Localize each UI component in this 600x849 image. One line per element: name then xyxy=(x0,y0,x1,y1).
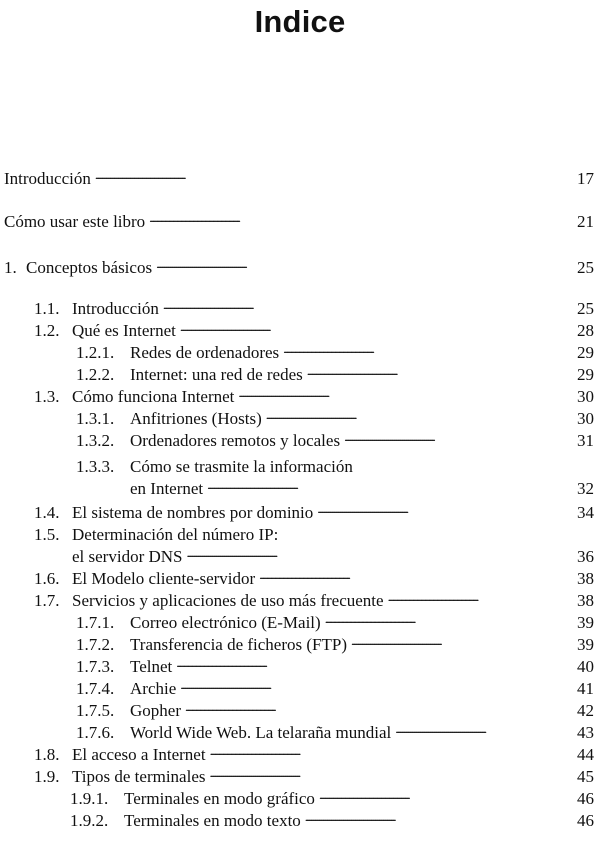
toc-entry-page: 42 xyxy=(577,701,594,720)
dot-leader xyxy=(259,570,560,584)
dot-leader xyxy=(344,432,560,446)
toc-entry-page: 32 xyxy=(577,479,594,498)
toc-entry-number: 1.3.3. xyxy=(76,457,115,476)
toc-entry-number: 1. xyxy=(4,258,17,277)
toc-entry-multiline[interactable] xyxy=(76,456,353,478)
dot-leader xyxy=(266,410,560,424)
toc-entry[interactable] xyxy=(70,788,594,810)
toc-entry-title: Introducción xyxy=(72,299,159,318)
toc-entry-page: 31 xyxy=(577,431,594,450)
dot-leader xyxy=(185,702,560,716)
toc-entry[interactable] xyxy=(34,386,594,408)
toc-entry-page: 46 xyxy=(577,811,594,830)
dot-leader xyxy=(388,592,560,606)
dot-leader xyxy=(95,170,560,184)
toc-entry-number: 1.7.3. xyxy=(76,657,115,676)
toc-entry[interactable] xyxy=(34,744,594,766)
toc-entry[interactable] xyxy=(76,364,594,386)
dot-leader xyxy=(395,724,560,738)
toc-entry-title: Internet: una red de redes xyxy=(130,365,303,384)
toc-entry-number: 1.7.5. xyxy=(76,701,115,720)
toc-entry-page: 29 xyxy=(577,343,594,362)
toc-entry[interactable] xyxy=(76,678,594,700)
toc-entry-title: Archie xyxy=(130,679,177,698)
dot-leader xyxy=(209,768,560,782)
toc-entry-title: Correo electrónico (E-Mail) xyxy=(130,613,321,632)
toc-entry[interactable] xyxy=(34,590,594,612)
toc-entry-number: 1.7.4. xyxy=(76,679,115,698)
toc-entry-page: 46 xyxy=(577,789,594,808)
toc-entry-title: El sistema de nombres por dominio xyxy=(72,503,314,522)
toc-entry-number: 1.3.2. xyxy=(76,431,115,450)
toc-entry-page: 30 xyxy=(577,387,594,406)
toc-entry-number: 1.3.1. xyxy=(76,409,115,428)
toc-entry-page: 25 xyxy=(577,258,594,277)
toc-entry[interactable] xyxy=(72,546,594,568)
toc-entry-number: 1.2. xyxy=(34,321,60,340)
dot-leader xyxy=(325,614,560,628)
toc-entry-title: Anfitriones (Hosts) xyxy=(130,409,262,428)
dot-leader xyxy=(163,300,560,314)
toc-entry[interactable] xyxy=(70,810,594,832)
dot-leader xyxy=(176,658,560,672)
toc-entry-page: 25 xyxy=(577,299,594,318)
toc-entry-multiline[interactable] xyxy=(34,524,278,546)
toc-entry-page: 34 xyxy=(577,503,594,522)
toc-entry-page: 39 xyxy=(577,613,594,632)
toc-entry-number: 1.9.2. xyxy=(70,811,109,830)
dot-leader xyxy=(351,636,560,650)
toc-entry[interactable] xyxy=(34,502,594,524)
toc-entry-page: 28 xyxy=(577,321,594,340)
dot-leader xyxy=(207,480,560,494)
toc-entry-title: Tipos de terminales xyxy=(72,767,206,786)
toc-entry-page: 21 xyxy=(577,212,594,231)
dot-leader xyxy=(305,812,560,826)
toc-entry[interactable] xyxy=(76,656,594,678)
toc-entry-title: El acceso a Internet xyxy=(72,745,206,764)
toc-entry-number: 1.6. xyxy=(34,569,60,588)
toc-entry[interactable] xyxy=(130,478,594,500)
toc-entry-page: 43 xyxy=(577,723,594,742)
toc-entry-title: Cómo se trasmite la información xyxy=(130,457,353,476)
toc-entry-page: 17 xyxy=(577,169,594,188)
dot-leader xyxy=(317,504,560,518)
toc-entry-title: Transferencia de ficheros (FTP) xyxy=(130,635,347,654)
toc-entry-number: 1.3. xyxy=(34,387,60,406)
toc-entry[interactable] xyxy=(34,766,594,788)
toc-entry[interactable] xyxy=(34,298,594,320)
dot-leader xyxy=(149,213,560,227)
toc-entry-title: Telnet xyxy=(130,657,173,676)
toc-entry-title: Conceptos básicos xyxy=(26,258,153,277)
toc-entry-number: 1.7.2. xyxy=(76,635,115,654)
toc-entry-title: Introducción xyxy=(4,169,91,188)
toc-entry-title: El Modelo cliente-servidor xyxy=(72,569,256,588)
toc-entry[interactable] xyxy=(76,342,594,364)
toc-entry-title: Qué es Internet xyxy=(72,321,176,340)
toc-entry-page: 29 xyxy=(577,365,594,384)
toc-entry-title: Redes de ordenadores xyxy=(130,343,280,362)
dot-leader xyxy=(186,548,560,562)
toc-entry-number: 1.5. xyxy=(34,525,60,544)
toc-entry[interactable] xyxy=(4,168,594,190)
toc-entry-page: 45 xyxy=(577,767,594,786)
toc-entry-page: 30 xyxy=(577,409,594,428)
toc-entry-title: Gopher xyxy=(130,701,181,720)
toc-entry-number: 1.7. xyxy=(34,591,60,610)
toc-entry-title-cont: el servidor DNS xyxy=(72,547,183,566)
toc-entry[interactable] xyxy=(76,722,594,744)
dot-leader xyxy=(210,746,560,760)
toc-entry[interactable] xyxy=(76,408,594,430)
toc-entry-page: 36 xyxy=(577,547,594,566)
toc-entry-title: Cómo funciona Internet xyxy=(72,387,235,406)
dot-leader xyxy=(283,344,560,358)
toc-entry-page: 44 xyxy=(577,745,594,764)
toc-entry-title: World Wide Web. La telaraña mundial xyxy=(130,723,392,742)
toc-entry-title: Terminales en modo gráfico xyxy=(124,789,315,808)
toc-entry-page: 38 xyxy=(577,569,594,588)
toc-entry[interactable] xyxy=(76,430,594,452)
dot-leader xyxy=(319,790,560,804)
toc-entry-number: 1.9.1. xyxy=(70,789,109,808)
dot-leader xyxy=(238,388,560,402)
dot-leader xyxy=(180,680,560,694)
toc-entry-number: 1.7.1. xyxy=(76,613,115,632)
toc-entry[interactable] xyxy=(4,257,594,279)
dot-leader xyxy=(307,366,560,380)
toc-entry-number: 1.7.6. xyxy=(76,723,115,742)
toc-entry-page: 38 xyxy=(577,591,594,610)
toc-entry-number: 1.2.2. xyxy=(76,365,115,384)
toc-entry-number: 1.8. xyxy=(34,745,60,764)
toc-entry-title-cont: en Internet xyxy=(130,479,204,498)
toc-entry[interactable] xyxy=(34,568,594,590)
page-title: Indice xyxy=(254,4,346,39)
toc-entry-number: 1.2.1. xyxy=(76,343,115,362)
toc-entry-title: Terminales en modo texto xyxy=(124,811,301,830)
toc-entry[interactable] xyxy=(4,211,594,233)
toc-entry-title: Cómo usar este libro xyxy=(4,212,146,231)
toc-entry-page: 40 xyxy=(577,657,594,676)
toc-entry-title: Determinación del número IP: xyxy=(72,525,279,544)
toc-entry[interactable] xyxy=(34,320,594,342)
toc-entry-page: 41 xyxy=(577,679,594,698)
toc-entry-title: Servicios y aplicaciones de uso más frecuente xyxy=(72,591,384,610)
toc-entry-page: 39 xyxy=(577,635,594,654)
toc-entry-number: 1.1. xyxy=(34,299,60,318)
toc-entry-number: 1.4. xyxy=(34,503,60,522)
dot-leader xyxy=(180,322,560,336)
toc-entry-number: 1.9. xyxy=(34,767,60,786)
toc-entry-title: Ordenadores remotos y locales xyxy=(130,431,341,450)
toc-entry[interactable] xyxy=(76,634,594,656)
toc-entry[interactable] xyxy=(76,700,594,722)
toc-entry[interactable] xyxy=(76,612,594,634)
dot-leader xyxy=(156,259,560,273)
